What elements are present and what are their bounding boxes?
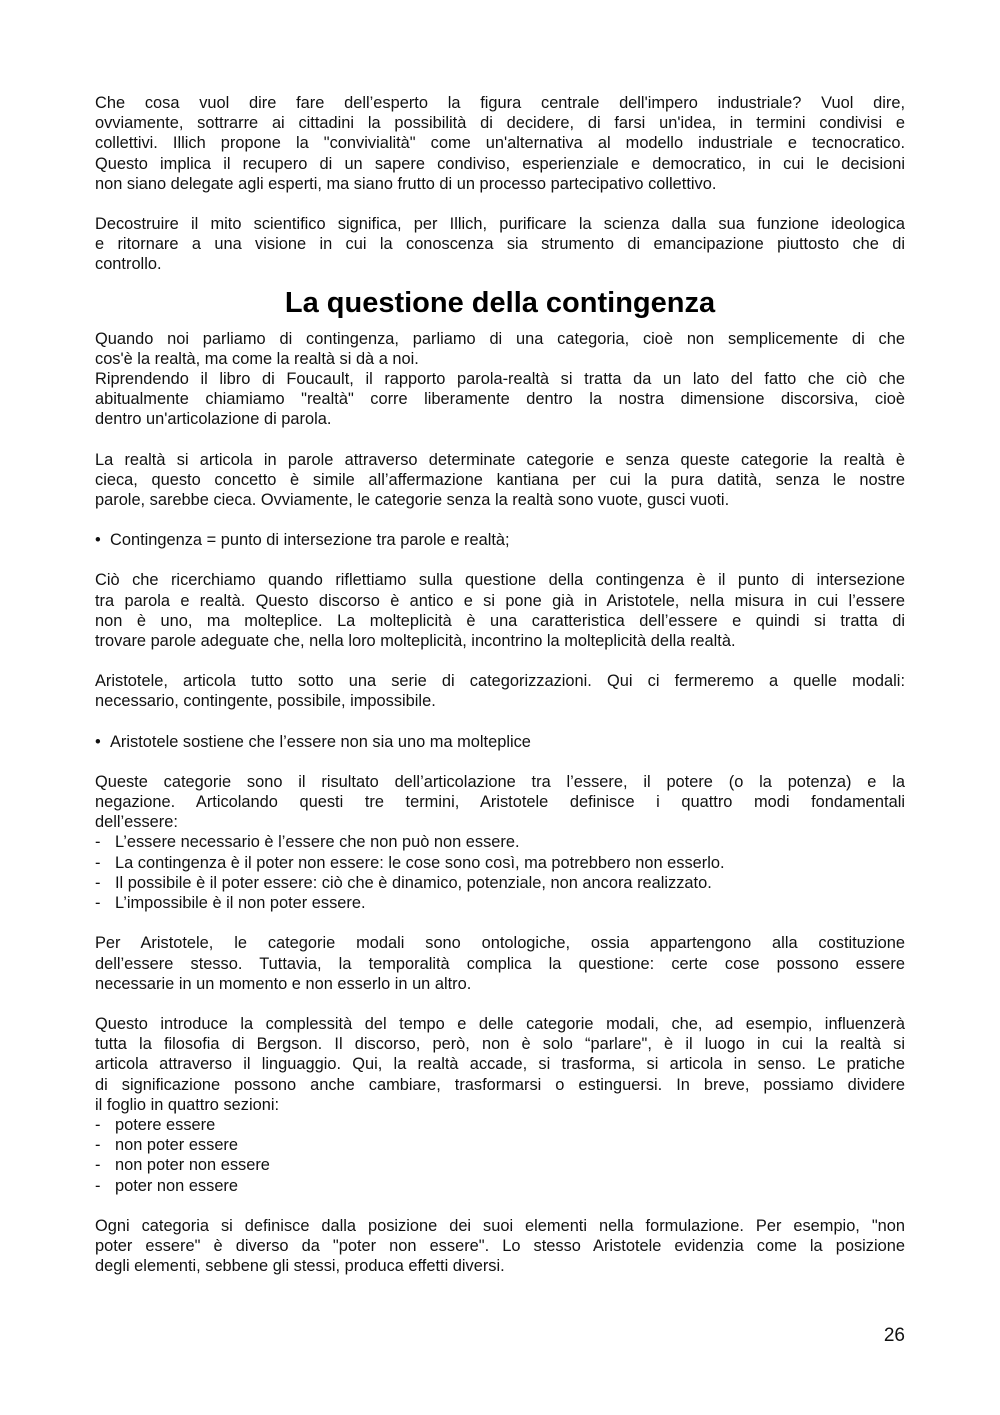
bullet-mark: •: [95, 531, 101, 550]
dash-mark: -: [95, 833, 101, 852]
bullet-point: [95, 530, 905, 550]
intro-paragraph-2: [95, 214, 905, 275]
text-line: non è uno, ma molteplice. La molteplicità è una caratteristica dell’essere e quindi si tratta di: [95, 611, 905, 630]
dash-mark: -: [95, 1156, 101, 1175]
text-line: Aristotele, articola tutto sotto una serie di categorizzazioni. Qui ci fermeremo a quelle modali:: [95, 672, 905, 691]
dash-mark: -: [95, 1115, 101, 1134]
list-item: [95, 832, 905, 852]
text-line: articola attraverso il linguaggio. Qui, la realtà accade, si trasforma, si articola in senso. Le pratiche: [95, 1055, 905, 1074]
section-paragraph-3: [95, 450, 905, 511]
list-item: [95, 873, 905, 893]
dash-mark: -: [95, 1176, 101, 1195]
page-number: 26: [883, 1325, 905, 1346]
text-line: Queste categorie sono il risultato dell’articolazione tra l’essere, il potere (o la potenza) e la: [95, 772, 905, 791]
text-line: cos'è la realtà, ma come la realtà si dà a noi.: [95, 349, 419, 368]
text-line: collettivi. Illich propone la "convivialità" come un'alternativa al modello industriale e tecnocratico.: [95, 134, 905, 153]
intro-paragraph-1: [95, 93, 905, 194]
list-item-text: La contingenza è il poter non essere: le cose sono così, ma potrebbero non esserlo.: [115, 853, 725, 872]
section-paragraph-2: [95, 369, 905, 430]
dash-mark: -: [95, 1136, 101, 1155]
list-item-text: Il possibile è il poter essere: ciò che è dinamico, potenziale, non ancora realizzato.: [115, 873, 712, 892]
modes-list: [95, 832, 905, 913]
dash-mark: -: [95, 873, 101, 892]
text-line: necessario, contingente, possibile, impossibile.: [95, 692, 436, 711]
text-line: il foglio in quattro sezioni:: [95, 1095, 280, 1114]
text-line: degli elementi, sebbene gli stessi, produca effetti diversi.: [95, 1257, 505, 1276]
section-paragraph-9: [95, 1216, 905, 1277]
text-line: Quando noi parliamo di contingenza, parliamo di una categoria, cioè non semplicemente di che: [95, 329, 905, 348]
text-line: Riprendendo il libro di Foucault, il rapporto parola-realtà si tratta da un lato del fatto che ciò che: [95, 370, 905, 389]
bullet-text: Aristotele sostiene che l’essere non sia uno ma molteplice: [110, 732, 531, 751]
document-body: [95, 93, 905, 1276]
text-line: dentro un'articolazione di parola.: [95, 410, 332, 429]
text-line: Ogni categoria si definisce dalla posizione dei suoi elementi nella formulazione. Per esempio, "non: [95, 1216, 905, 1235]
section-paragraph-8: [95, 1014, 905, 1115]
list-item: [95, 1155, 905, 1175]
text-line: Questo implica il recupero di un sapere condiviso, esperienziale e democratico, in cui le decisioni: [95, 154, 905, 173]
text-line: negazione. Articolando questi tre termini, Aristotele definisce i quattro modi fondamentali: [95, 793, 905, 812]
text-line: cieca, questo concetto è simile all’affermazione kantiana per cui la pura datità, senza le nostre: [95, 470, 905, 489]
section-paragraph-6: [95, 772, 905, 833]
text-line: trovare parole adeguate che, nella loro molteplicità, incontrino la molteplicità della realtà.: [95, 632, 736, 651]
text-line: Che cosa vuol dire fare dell’esperto la figura centrale dell'impero industriale? Vuol dire,: [95, 94, 905, 112]
text-line: La realtà si articola in parole attraverso determinate categorie e senza queste categorie la realtà è: [95, 450, 905, 469]
text-line: controllo.: [95, 255, 162, 274]
text-line: di significazione possono anche cambiare, trasformarsi o estinguersi. In breve, possiamo dividere: [95, 1075, 905, 1094]
section-paragraph-1: [95, 329, 905, 369]
list-item-text: non poter essere: [115, 1136, 239, 1155]
list-item: [95, 853, 905, 873]
sections-list: [95, 1115, 905, 1196]
section-paragraph-7: [95, 933, 905, 994]
text-line: non siano delegate agli esperti, ma siano frutto di un processo partecipativo collettivo.: [95, 174, 717, 193]
list-item-text: L’impossibile è il non poter essere.: [115, 894, 366, 913]
bullet-point: [95, 732, 905, 752]
dash-mark: -: [95, 853, 101, 872]
text-line: Questo introduce la complessità del tempo e delle categorie modali, che, ad esempio, influenzerà: [95, 1014, 905, 1033]
text-line: Ciò che ricerchiamo quando riflettiamo sulla questione della contingenza è il punto di intersezione: [95, 571, 905, 590]
text-line: Decostruire il mito scientifico significa, per Illich, purificare la scienza dalla sua funzione ideologica: [95, 215, 905, 234]
text-line: poter essere" è diverso da "poter non essere". Lo stesso Aristotele evidenzia come la posizione: [95, 1236, 905, 1255]
section-title: La questione della contingenza: [284, 286, 716, 319]
list-item: [95, 1135, 905, 1155]
text-line: necessarie in un momento e non esserlo in un altro.: [95, 974, 472, 993]
list-item-text: L’essere necessario è l’essere che non può non essere.: [115, 833, 520, 852]
text-line: tutta la filosofia di Bergson. Il discorso, però, non è solo “parlare", è il luogo in cui la realtà si: [95, 1035, 905, 1054]
list-item-text: poter non essere: [115, 1176, 239, 1195]
list-item: [95, 1176, 905, 1196]
list-item: [95, 1115, 905, 1135]
dash-mark: -: [95, 894, 101, 913]
text-line: abitualmente chiamiamo "realtà" corre liberamente dentro la nostra dimensione discorsiva, cioè: [95, 390, 905, 409]
text-line: ovviamente, sottrarre ai cittadini la possibilità di decidere, di farsi un'idea, in termini condivisi e: [95, 114, 905, 133]
list-item-text: potere essere: [115, 1115, 216, 1134]
text-line: parole, sarebbe cieca. Ovviamente, le categorie senza la realtà sono vuote, gusci vuoti.: [95, 491, 730, 510]
bullet-text: Contingenza = punto di intersezione tra parole e realtà;: [110, 531, 510, 550]
bullet-mark: •: [95, 732, 101, 751]
list-item-text: non poter non essere: [115, 1156, 270, 1175]
text-line: tra parola e realtà. Questo discorso è antico e si pone già in Aristotele, nella misura in cui l’essere: [95, 591, 905, 610]
list-item: [95, 893, 905, 913]
text-line: Per Aristotele, le categorie modali sono ontologiche, ossia appartengono alla costituzione: [95, 934, 905, 953]
text-line: dell’essere stesso. Tuttavia, la temporalità complica la questione: certe cose possono essere: [95, 954, 905, 973]
text-line: e ritornare a una visione in cui la conoscenza sia strumento di emancipazione piuttosto che di: [95, 235, 905, 254]
section-paragraph-5: [95, 671, 905, 711]
section-paragraph-4: [95, 570, 905, 651]
text-line: dell’essere:: [95, 813, 178, 832]
